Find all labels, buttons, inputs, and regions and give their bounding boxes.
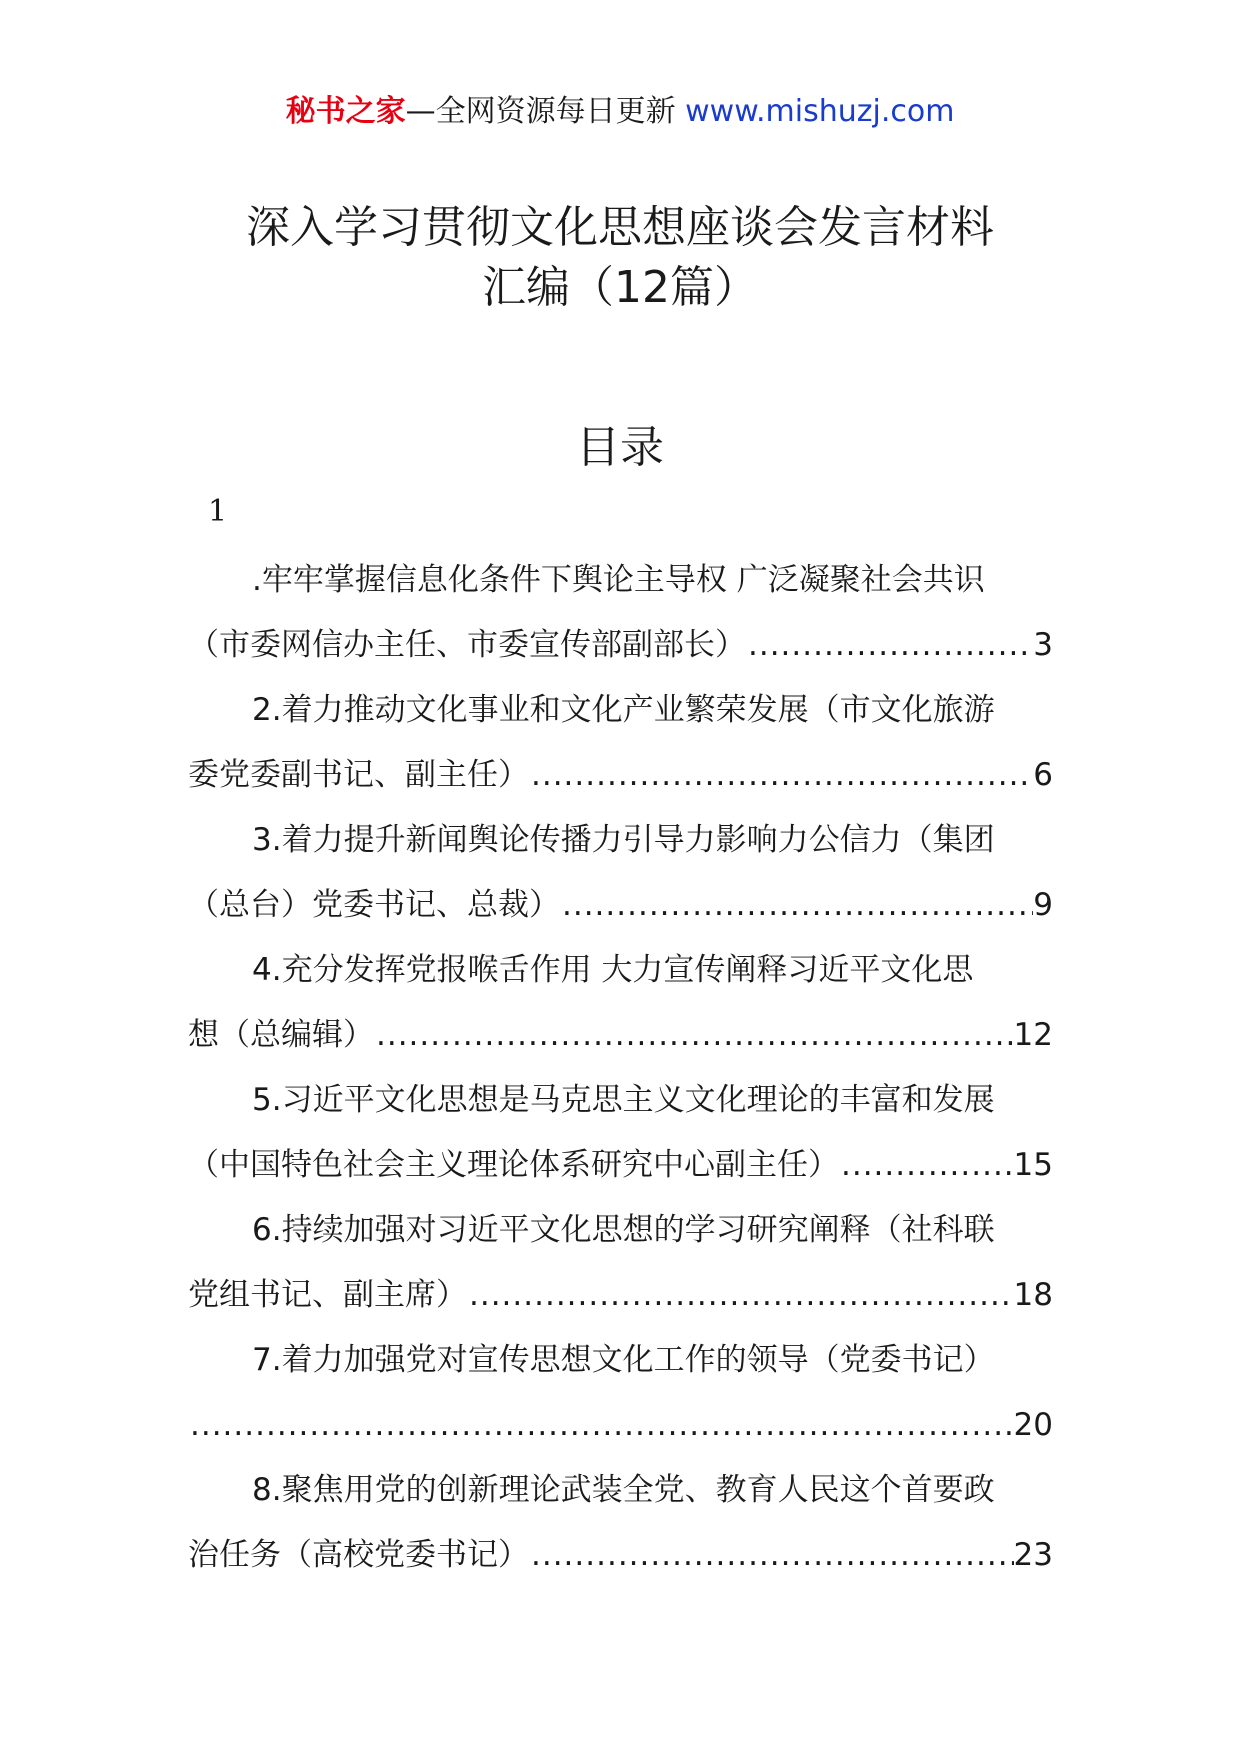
toc-entry-1[interactable]	[188, 548, 1053, 678]
toc-leader-dots	[188, 1393, 1014, 1458]
brand-name: 秘书之家	[285, 94, 406, 129]
toc-page-number: 12	[1013, 1017, 1053, 1053]
toc-page-number: 20	[1013, 1407, 1053, 1443]
toc-entry-subtitle: （中国特色社会主义理论体系研究中心副主任）	[188, 1147, 839, 1183]
toc-entry-subtitle: 想（总编辑）	[188, 1017, 374, 1053]
toc-page-number: 3	[1033, 627, 1053, 663]
toc-leader-dots	[529, 743, 1033, 808]
toc-leader-dots	[467, 1263, 1014, 1328]
toc-entry-title: 8.聚焦用党的创新理论武装全党、教育人民这个首要政	[252, 1472, 995, 1508]
toc-leader-dots	[839, 1133, 1014, 1198]
toc-entry-subtitle: （总台）党委书记、总裁）	[188, 887, 560, 923]
toc-page-number: 18	[1013, 1277, 1053, 1313]
toc-leader-dots	[529, 1523, 1014, 1588]
toc-page-number: 15	[1013, 1147, 1053, 1183]
toc-entry-subtitle: （市委网信办主任、市委宣传部副部长）	[188, 627, 746, 663]
toc-entry-7[interactable]	[188, 1328, 1053, 1458]
toc-entry-title: 5.习近平文化思想是马克思主义文化理论的丰富和发展	[252, 1082, 995, 1118]
toc-entry-6[interactable]	[188, 1198, 1053, 1328]
toc-entry-title: 2.着力推动文化事业和文化产业繁荣发展（市文化旅游	[252, 692, 995, 728]
banner-slogan: —全网资源每日更新	[405, 94, 686, 129]
toc-entry-title: 6.持续加强对习近平文化思想的学习研究阐释（社科联	[252, 1212, 995, 1248]
title-line-2: 汇编（12篇）	[482, 262, 758, 313]
toc-leader-dots	[374, 1003, 1014, 1068]
title-line-1: 深入学习贯彻文化思想座谈会发言材料	[246, 202, 994, 253]
toc-entry-title: 7.着力加强党对宣传思想文化工作的领导（党委书记）	[252, 1342, 995, 1378]
toc-entry-5[interactable]	[188, 1068, 1053, 1198]
toc-entry-8[interactable]	[188, 1458, 1053, 1588]
toc-page-number: 6	[1033, 757, 1053, 793]
site-url-link[interactable]: www.mishuzj.com	[685, 94, 955, 129]
site-banner	[0, 92, 1240, 132]
toc-heading: 目录	[576, 422, 664, 473]
document-title	[0, 198, 1240, 318]
toc-entry-subtitle: 治任务（高校党委书记）	[188, 1537, 529, 1573]
toc-list	[188, 548, 1053, 1588]
toc-entry-title: .牢牢掌握信息化条件下舆论主导权 广泛凝聚社会共识	[252, 562, 985, 598]
toc-leader-dots	[560, 873, 1033, 938]
toc-page-number: 23	[1013, 1537, 1053, 1573]
toc-entry-title: 3.着力提升新闻舆论传播力引导力影响力公信力（集团	[252, 822, 995, 858]
toc-leader-dots	[746, 613, 1033, 678]
toc-entry-subtitle: 党组书记、副主席）	[188, 1277, 467, 1313]
toc-entry-title: 4.充分发挥党报喉舌作用 大力宣传阐释习近平文化思	[252, 952, 974, 988]
toc-entry-3[interactable]	[188, 808, 1053, 938]
toc-entry-subtitle: 委党委副书记、副主任）	[188, 757, 529, 793]
toc-page-number: 9	[1033, 887, 1053, 923]
toc-marker: 1	[208, 494, 228, 529]
toc-entry-2[interactable]	[188, 678, 1053, 808]
toc-entry-4[interactable]	[188, 938, 1053, 1068]
